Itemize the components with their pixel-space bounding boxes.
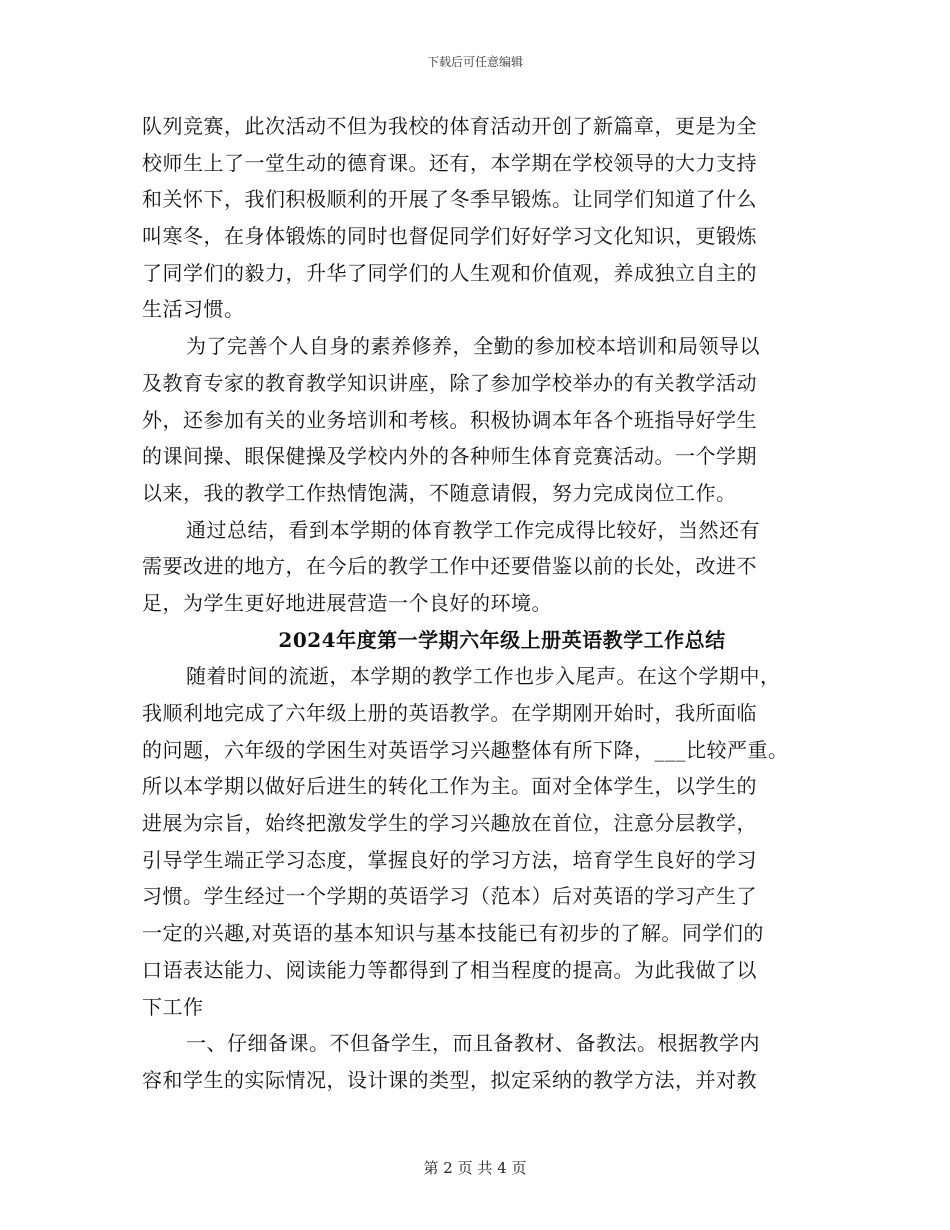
text-line: 队列竞赛，此次活动不但为我校的体育活动开创了新篇章，更是为全	[142, 114, 757, 138]
page-header-note: 下载后可任意编辑	[426, 55, 523, 69]
text-line: 外，还参加有关的业务培训和考核。积极协调本年各个班指导好学生	[142, 407, 757, 432]
text-line: 为了完善个人自身的素养修养，全勤的参加校本培训和局领导以	[186, 334, 760, 359]
document-body	[142, 108, 822, 1099]
text-line: 随着时间的流逝，本学期的教学工作也步入尾声。在这个学期中，	[186, 664, 781, 689]
text-line: 了同学们的毅力，升华了同学们的人生观和价值观，养成独立自主的	[142, 260, 757, 285]
text-line: 口语表达能力、阅读能力等都得到了相当程度的提高。为此我做了以	[142, 957, 757, 982]
text-line: 以来，我的教学工作热情饱满，不随意请假，努力完成岗位工作。	[142, 480, 737, 505]
section-title: 2024年度第一学期六年级上册英语教学工作总结	[278, 627, 726, 652]
text-line: 我顺利地完成了六年级上册的英语教学。在学期刚开始时，我所面临	[142, 701, 757, 725]
text-line: 引导学生端正学习态度，掌握良好的学习方法，培育学生良好的学习	[142, 847, 757, 872]
text-line: 进展为宗旨，始终把激发学生的学习兴趣放在首位，注意分层教学，	[142, 811, 757, 836]
text-line: 校师生上了一堂生动的德育课。还有，本学期在学校领导的大力支持	[142, 150, 757, 175]
text-line: 需要改进的地方，在今后的教学工作中还要借鉴以前的长处，改进不	[142, 554, 757, 579]
text-line: 及教育专家的教育教学知识讲座，除了参加学校举办的有关教学活动	[142, 370, 757, 395]
text-line: 足，为学生更好地进展营造一个良好的环境。	[142, 590, 552, 615]
text-line: 的课间操、眼保健操及学校内外的各种师生体育竞赛活动。一个学期	[142, 444, 757, 469]
text-line: 一、仔细备课。不但备学生，而且备教材、备教法。根据教学内	[186, 1031, 760, 1056]
text-line: 和关怀下，我们积极顺利的开展了冬季早锻炼。让同学们知道了什么	[142, 187, 757, 212]
text-line: 一定的兴趣,对英语的基本知识与基本技能已有初步的了解。同学们的	[142, 921, 764, 946]
text-line: 的问题，六年级的学困生对英语学习兴趣整体有所下降，___比较严重。	[142, 737, 789, 762]
page-number: 第 2 页 共 4 页	[423, 1159, 527, 1177]
text-line: 所以本学期以做好后进生的转化工作为主。面对全体学生，以学生的	[142, 774, 757, 799]
text-line: 通过总结，看到本学期的体育教学工作完成得比较好，当然还有	[186, 517, 760, 542]
text-line: 叫寒冬，在身体锻炼的同时也督促同学们好好学习文化知识，更锻炼	[142, 224, 757, 249]
text-line: 生活习惯。	[142, 297, 245, 322]
text-line: 下工作	[142, 994, 204, 1019]
text-line: 容和学生的实际情况，设计课的类型，拟定采纳的教学方法，并对教	[142, 1067, 757, 1092]
text-line: 习惯。学生经过一个学期的英语学习（范本）后对英语的学习产生了	[142, 884, 757, 909]
